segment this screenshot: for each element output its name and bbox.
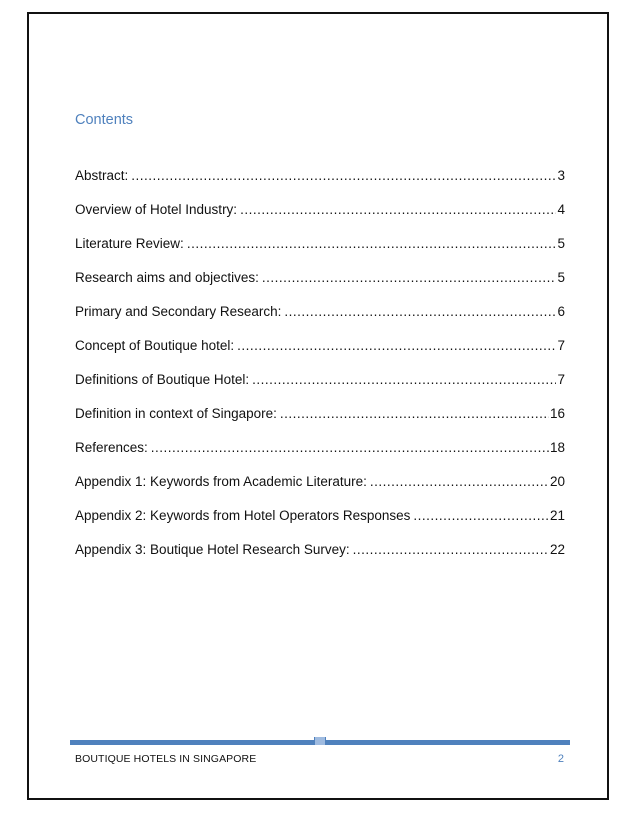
toc-entry-appendix-1[interactable] xyxy=(75,474,565,508)
toc-entry-overview-hotel-industry[interactable] xyxy=(75,202,565,236)
toc-entry-concept-boutique-hotel[interactable] xyxy=(75,338,565,372)
toc-entry-page: 4 xyxy=(557,202,565,217)
toc-entry-research-aims[interactable] xyxy=(75,270,565,304)
toc-entry-title: Abstract: xyxy=(75,168,129,183)
toc-dot-leader xyxy=(237,338,556,353)
toc-dot-leader xyxy=(284,304,556,319)
toc-entry-title: Literature Review: xyxy=(75,236,184,251)
toc-entry-page: 18 xyxy=(549,440,565,455)
toc-entry-page: 22 xyxy=(549,542,565,557)
toc-dot-leader xyxy=(187,236,557,251)
footer-title: BOUTIQUE HOTELS IN SINGAPORE xyxy=(75,753,257,765)
toc-dot-leader xyxy=(353,542,549,557)
footer-rule-tab xyxy=(314,737,326,745)
footer-page-number: 2 xyxy=(557,753,564,765)
toc-entry-title: Appendix 3: Boutique Hotel Research Survey: xyxy=(75,542,350,557)
table-of-contents xyxy=(75,168,565,576)
toc-entry-page: 21 xyxy=(549,508,565,523)
toc-dot-leader xyxy=(370,474,549,489)
toc-entry-page: 5 xyxy=(557,236,565,251)
toc-dot-leader xyxy=(413,508,549,523)
toc-entry-title: References: xyxy=(75,440,148,455)
toc-entry-page: 7 xyxy=(557,372,565,387)
toc-dot-leader xyxy=(151,440,549,455)
toc-entry-title: Research aims and objectives: xyxy=(75,270,259,285)
toc-entry-definition-singapore[interactable] xyxy=(75,406,565,440)
toc-entry-primary-secondary-research[interactable] xyxy=(75,304,565,338)
toc-entry-references[interactable] xyxy=(75,440,565,474)
toc-entry-page: 5 xyxy=(557,270,565,285)
toc-entry-title: Appendix 2: Keywords from Hotel Operators Responses xyxy=(75,508,411,523)
toc-entry-title: Overview of Hotel Industry: xyxy=(75,202,238,217)
toc-entry-appendix-2[interactable] xyxy=(75,508,565,542)
toc-entry-title: Concept of Boutique hotel: xyxy=(75,338,235,353)
toc-entry-page: 20 xyxy=(549,474,565,489)
toc-entry-title: Appendix 1: Keywords from Academic Literature: xyxy=(75,474,367,489)
toc-entry-page: 6 xyxy=(557,304,565,319)
toc-entry-definitions-boutique-hotel[interactable] xyxy=(75,372,565,406)
toc-entry-page: 3 xyxy=(557,168,565,183)
toc-entry-title: Definition in context of Singapore: xyxy=(75,406,277,421)
toc-dot-leader xyxy=(280,406,549,421)
toc-entry-title: Definitions of Boutique Hotel: xyxy=(75,372,250,387)
toc-dot-leader xyxy=(252,372,556,387)
contents-heading: Contents xyxy=(75,112,134,128)
toc-entry-page: 7 xyxy=(557,338,565,353)
toc-dot-leader xyxy=(262,270,557,285)
toc-entry-literature-review[interactable] xyxy=(75,236,565,270)
toc-entry-abstract[interactable] xyxy=(75,168,565,202)
toc-entry-page: 16 xyxy=(549,406,565,421)
toc-dot-leader xyxy=(240,202,556,217)
toc-entry-appendix-3[interactable] xyxy=(75,542,565,576)
toc-dot-leader xyxy=(131,168,556,183)
toc-entry-title: Primary and Secondary Research: xyxy=(75,304,282,319)
